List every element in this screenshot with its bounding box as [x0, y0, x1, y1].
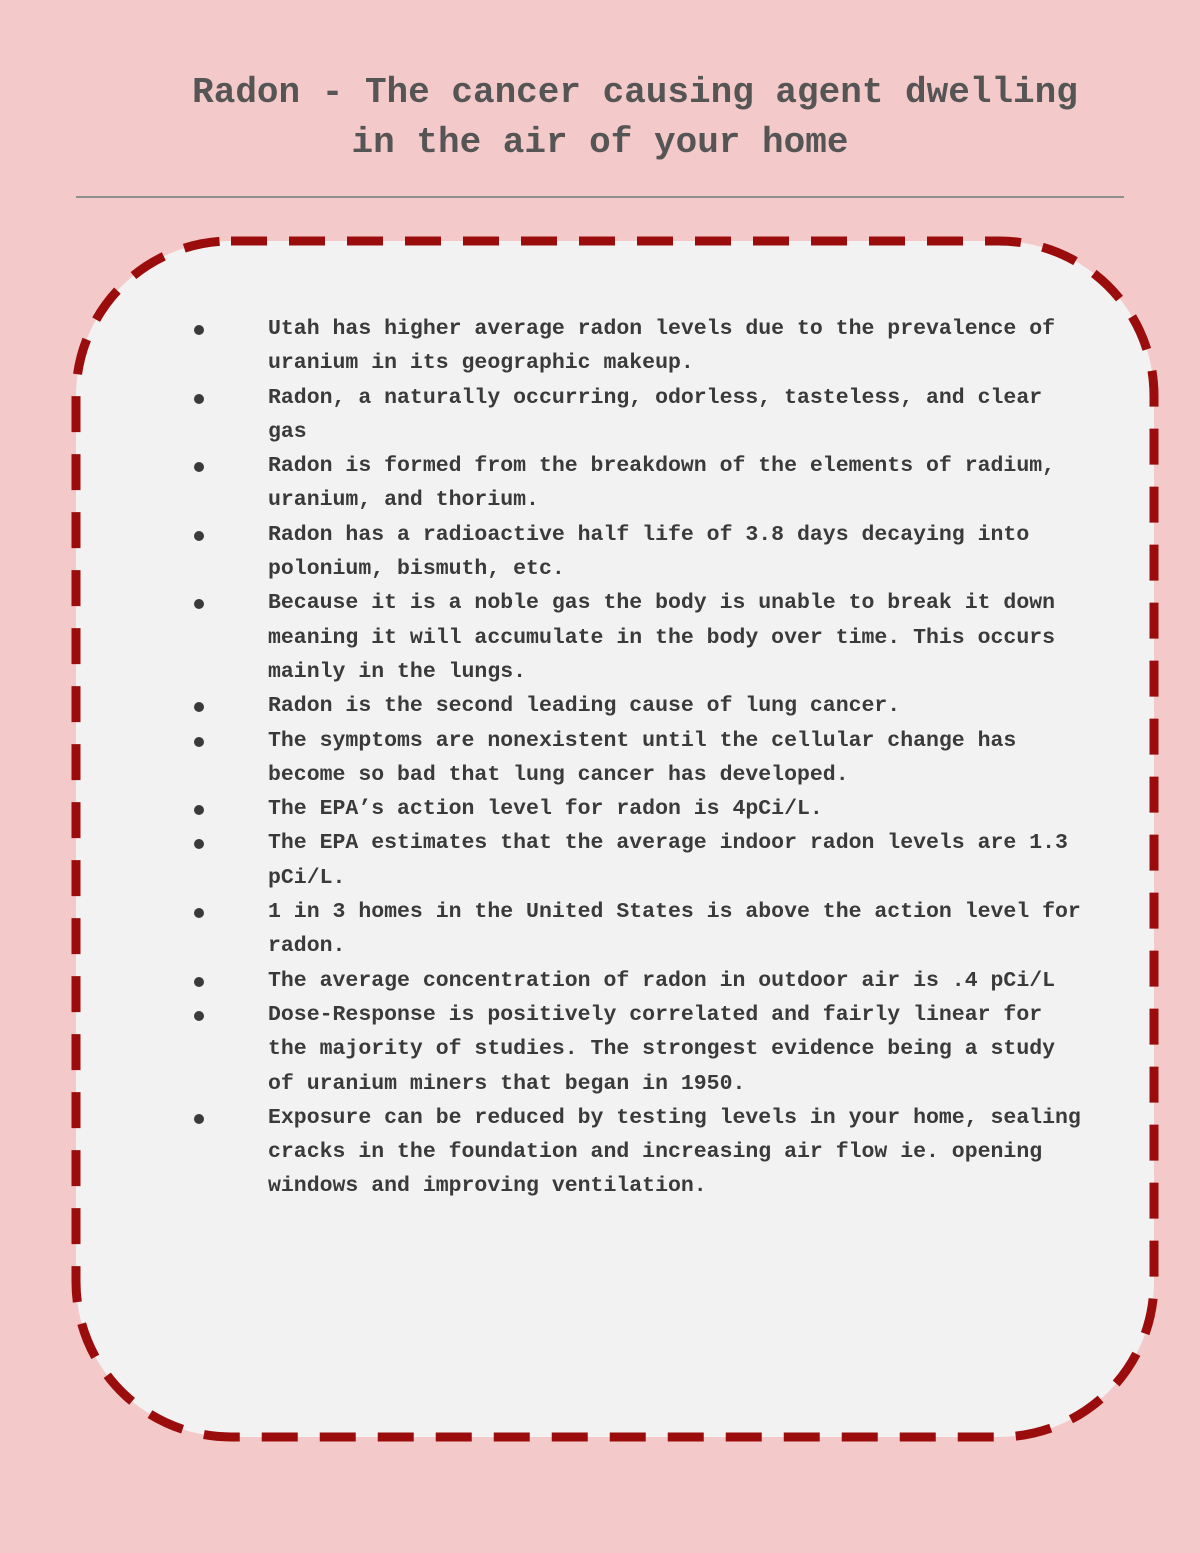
- fact-item: [190, 449, 1090, 518]
- bullet-icon: [194, 394, 204, 404]
- bullet-icon: [194, 839, 204, 849]
- fact-text: Because it is a noble gas the body is unable to break it down meaning it will accumulate in the body over time. This occurs mainly in the lungs.: [268, 591, 1056, 684]
- bullet-icon: [194, 805, 204, 815]
- bullet-icon: [194, 599, 204, 609]
- bullet-icon: [194, 737, 204, 747]
- fact-item: [190, 1101, 1090, 1204]
- bullet-icon: [194, 908, 204, 918]
- fact-item: [190, 998, 1090, 1101]
- fact-text: 1 in 3 homes in the United States is above the action level for radon.: [268, 900, 1081, 959]
- fact-item: [190, 826, 1090, 895]
- fact-text: The EPA estimates that the average indoor radon levels are 1.3 pCi/L.: [268, 831, 1068, 890]
- fact-text: The average concentration of radon in outdoor air is .4 pCi/L: [268, 968, 1056, 993]
- bullet-icon: [194, 462, 204, 472]
- fact-text: Radon is formed from the breakdown of the elements of radium, uranium, and thorium.: [268, 454, 1056, 513]
- bullet-icon: [194, 1011, 204, 1021]
- fact-text: Utah has higher average radon levels due to the prevalence of uranium in its geographic makeup.: [268, 317, 1056, 376]
- fact-item: [190, 586, 1090, 689]
- title-line-2: in the air of your home: [351, 122, 849, 163]
- fact-text: Radon, a naturally occurring, odorless, tasteless, and clear gas: [268, 385, 1043, 444]
- fact-item: [190, 381, 1090, 450]
- fact-item: [190, 312, 1090, 381]
- bullet-icon: [194, 531, 204, 541]
- bullet-icon: [194, 977, 204, 987]
- bullet-icon: [194, 325, 204, 335]
- fact-text: Dose-Response is positively correlated and fairly linear for the majority of studies. The strongest evidence being a study of uranium miners that began in 1950.: [268, 1002, 1056, 1096]
- fact-text: The EPA’s action level for radon is 4pCi/L.: [268, 797, 823, 822]
- title-line-1: Radon - The cancer causing agent dwelling: [192, 72, 1078, 113]
- radon-facts-list: [190, 312, 1090, 1204]
- fact-item: [190, 724, 1090, 793]
- fact-item: [190, 689, 1090, 723]
- fact-text: Radon has a radioactive half life of 3.8 days decaying into polonium, bismuth, etc.: [268, 522, 1030, 582]
- fact-item: [190, 518, 1090, 587]
- fact-item: [190, 895, 1090, 964]
- fact-text: Exposure can be reduced by testing levels in your home, sealing cracks in the foundation and increasing air flow ie. opening windows and improving ventilation.: [268, 1105, 1081, 1199]
- fact-text: Radon is the second leading cause of lung cancer.: [268, 694, 901, 719]
- bullet-icon: [194, 1114, 204, 1124]
- fact-item: [190, 964, 1090, 998]
- bullet-icon: [194, 702, 204, 712]
- fact-item: [190, 792, 1090, 826]
- fact-text: The symptoms are nonexistent until the cellular change has become so bad that lung cancer has developed.: [268, 728, 1017, 787]
